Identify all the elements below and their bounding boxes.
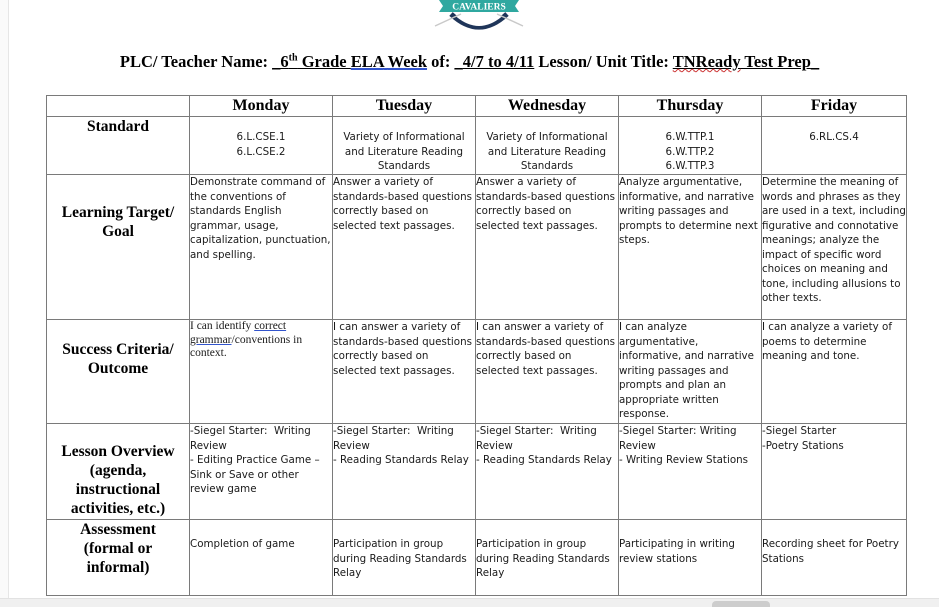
day-header-tuesday: Tuesday <box>333 96 476 117</box>
success-criteria-tuesday: I can answer a variety of standards-based questions correctly based on selected text passages. <box>333 320 476 424</box>
day-header-wednesday: Wednesday <box>476 96 619 117</box>
cavaliers-logo <box>431 0 527 30</box>
day-header-monday: Monday <box>190 96 333 117</box>
assessment-row <box>47 520 907 596</box>
lesson-overview-tuesday: -Siegel Starter: Writing Review - Reading Standards Relay <box>333 424 476 520</box>
learning-target-tuesday: Answer a variety of standards-based questions correctly based on selected text passages. <box>333 175 476 320</box>
header-row <box>47 96 907 117</box>
row-label-success-criteria: Success Criteria/ Outcome <box>47 320 190 424</box>
lesson-overview-wednesday: -Siegel Starter: Writing Review - Reading Standards Relay <box>476 424 619 520</box>
plc-label: PLC/ Teacher Name: <box>119 52 273 71</box>
standard-row <box>47 117 907 175</box>
row-label-learning-target: Learning Target/ Goal <box>47 175 190 320</box>
page-margin <box>0 0 9 598</box>
page-title <box>0 52 939 72</box>
horizontal-scrollbar-thumb[interactable] <box>712 601 770 607</box>
standard-tuesday: Variety of Informational and Literature Reading Standards <box>333 117 476 175</box>
success-criteria-monday: I can identify correct grammar/conventions in context. <box>190 320 333 424</box>
lesson-plan-table <box>46 95 907 596</box>
assessment-monday: Completion of game <box>190 520 333 596</box>
row-label-standard: Standard <box>47 117 190 175</box>
row-label-lesson-overview: Lesson Overview (agenda, instructional activities, etc.) <box>47 424 190 520</box>
learning-target-row <box>47 175 907 320</box>
lesson-overview-thursday: -Siegel Starter: Writing Review - Writing Review Stations <box>619 424 762 520</box>
lesson-overview-row <box>47 424 907 520</box>
unit-title-value: TNReady Test Prep_ <box>672 52 820 71</box>
week-of-label: of: <box>427 52 455 71</box>
lesson-overview-friday: -Siegel Starter -Poetry Stations <box>762 424 907 520</box>
success-criteria-friday: I can analyze a variety of poems to determine meaning and tone. <box>762 320 907 424</box>
lesson-unit-label: Lesson/ Unit Title: <box>534 52 673 71</box>
assessment-tuesday: Participation in group during Reading Standards Relay <box>333 520 476 596</box>
assessment-thursday: Participating in writing review stations <box>619 520 762 596</box>
standard-wednesday: Variety of Informational and Literature Reading Standards <box>476 117 619 175</box>
teacher-name-value: _6th Grade ELA Week <box>272 52 428 71</box>
row-label-assessment: Assessment (formal or informal) <box>47 520 190 596</box>
learning-target-friday: Determine the meaning of words and phrases as they are used in a text, including figurative and connotative meanings; analyze the impact of specific word choices on meaning and tone, including allusions to other texts. <box>762 175 907 320</box>
standard-monday: 6.L.CSE.1 6.L.CSE.2 <box>190 117 333 175</box>
week-label: Week <box>387 52 428 71</box>
learning-target-monday: Demonstrate command of the conventions of standards English grammar, usage, capitalization, punctuation, and spelling. <box>190 175 333 320</box>
learning-target-wednesday: Answer a variety of standards-based questions correctly based on selected text passages. <box>476 175 619 320</box>
lesson-overview-monday: -Siegel Starter: Writing Review - Editing Practice Game – Sink or Save or other review game <box>190 424 333 520</box>
corner-cell <box>47 96 190 117</box>
success-criteria-row <box>47 320 907 424</box>
day-header-thursday: Thursday <box>619 96 762 117</box>
standard-thursday: 6.W.TTP.1 6.W.TTP.2 6.W.TTP.3 <box>619 117 762 175</box>
logo-text: CAVALIERS <box>452 2 506 13</box>
day-header-friday: Friday <box>762 96 907 117</box>
success-criteria-thursday: I can analyze argumentative, informative, and narrative writing passages and prompts and plan an appropriate written response. <box>619 320 762 424</box>
standard-friday: 6.RL.CS.4 <box>762 117 907 175</box>
week-value: _4/7 to 4/11 <box>454 52 535 71</box>
assessment-wednesday: Participation in group during Reading Standards Relay <box>476 520 619 596</box>
success-criteria-wednesday: I can answer a variety of standards-based questions correctly based on selected text passages. <box>476 320 619 424</box>
learning-target-thursday: Analyze argumentative, informative, and narrative writing passages and prompts to determine next steps. <box>619 175 762 320</box>
assessment-friday: Recording sheet for Poetry Stations <box>762 520 907 596</box>
